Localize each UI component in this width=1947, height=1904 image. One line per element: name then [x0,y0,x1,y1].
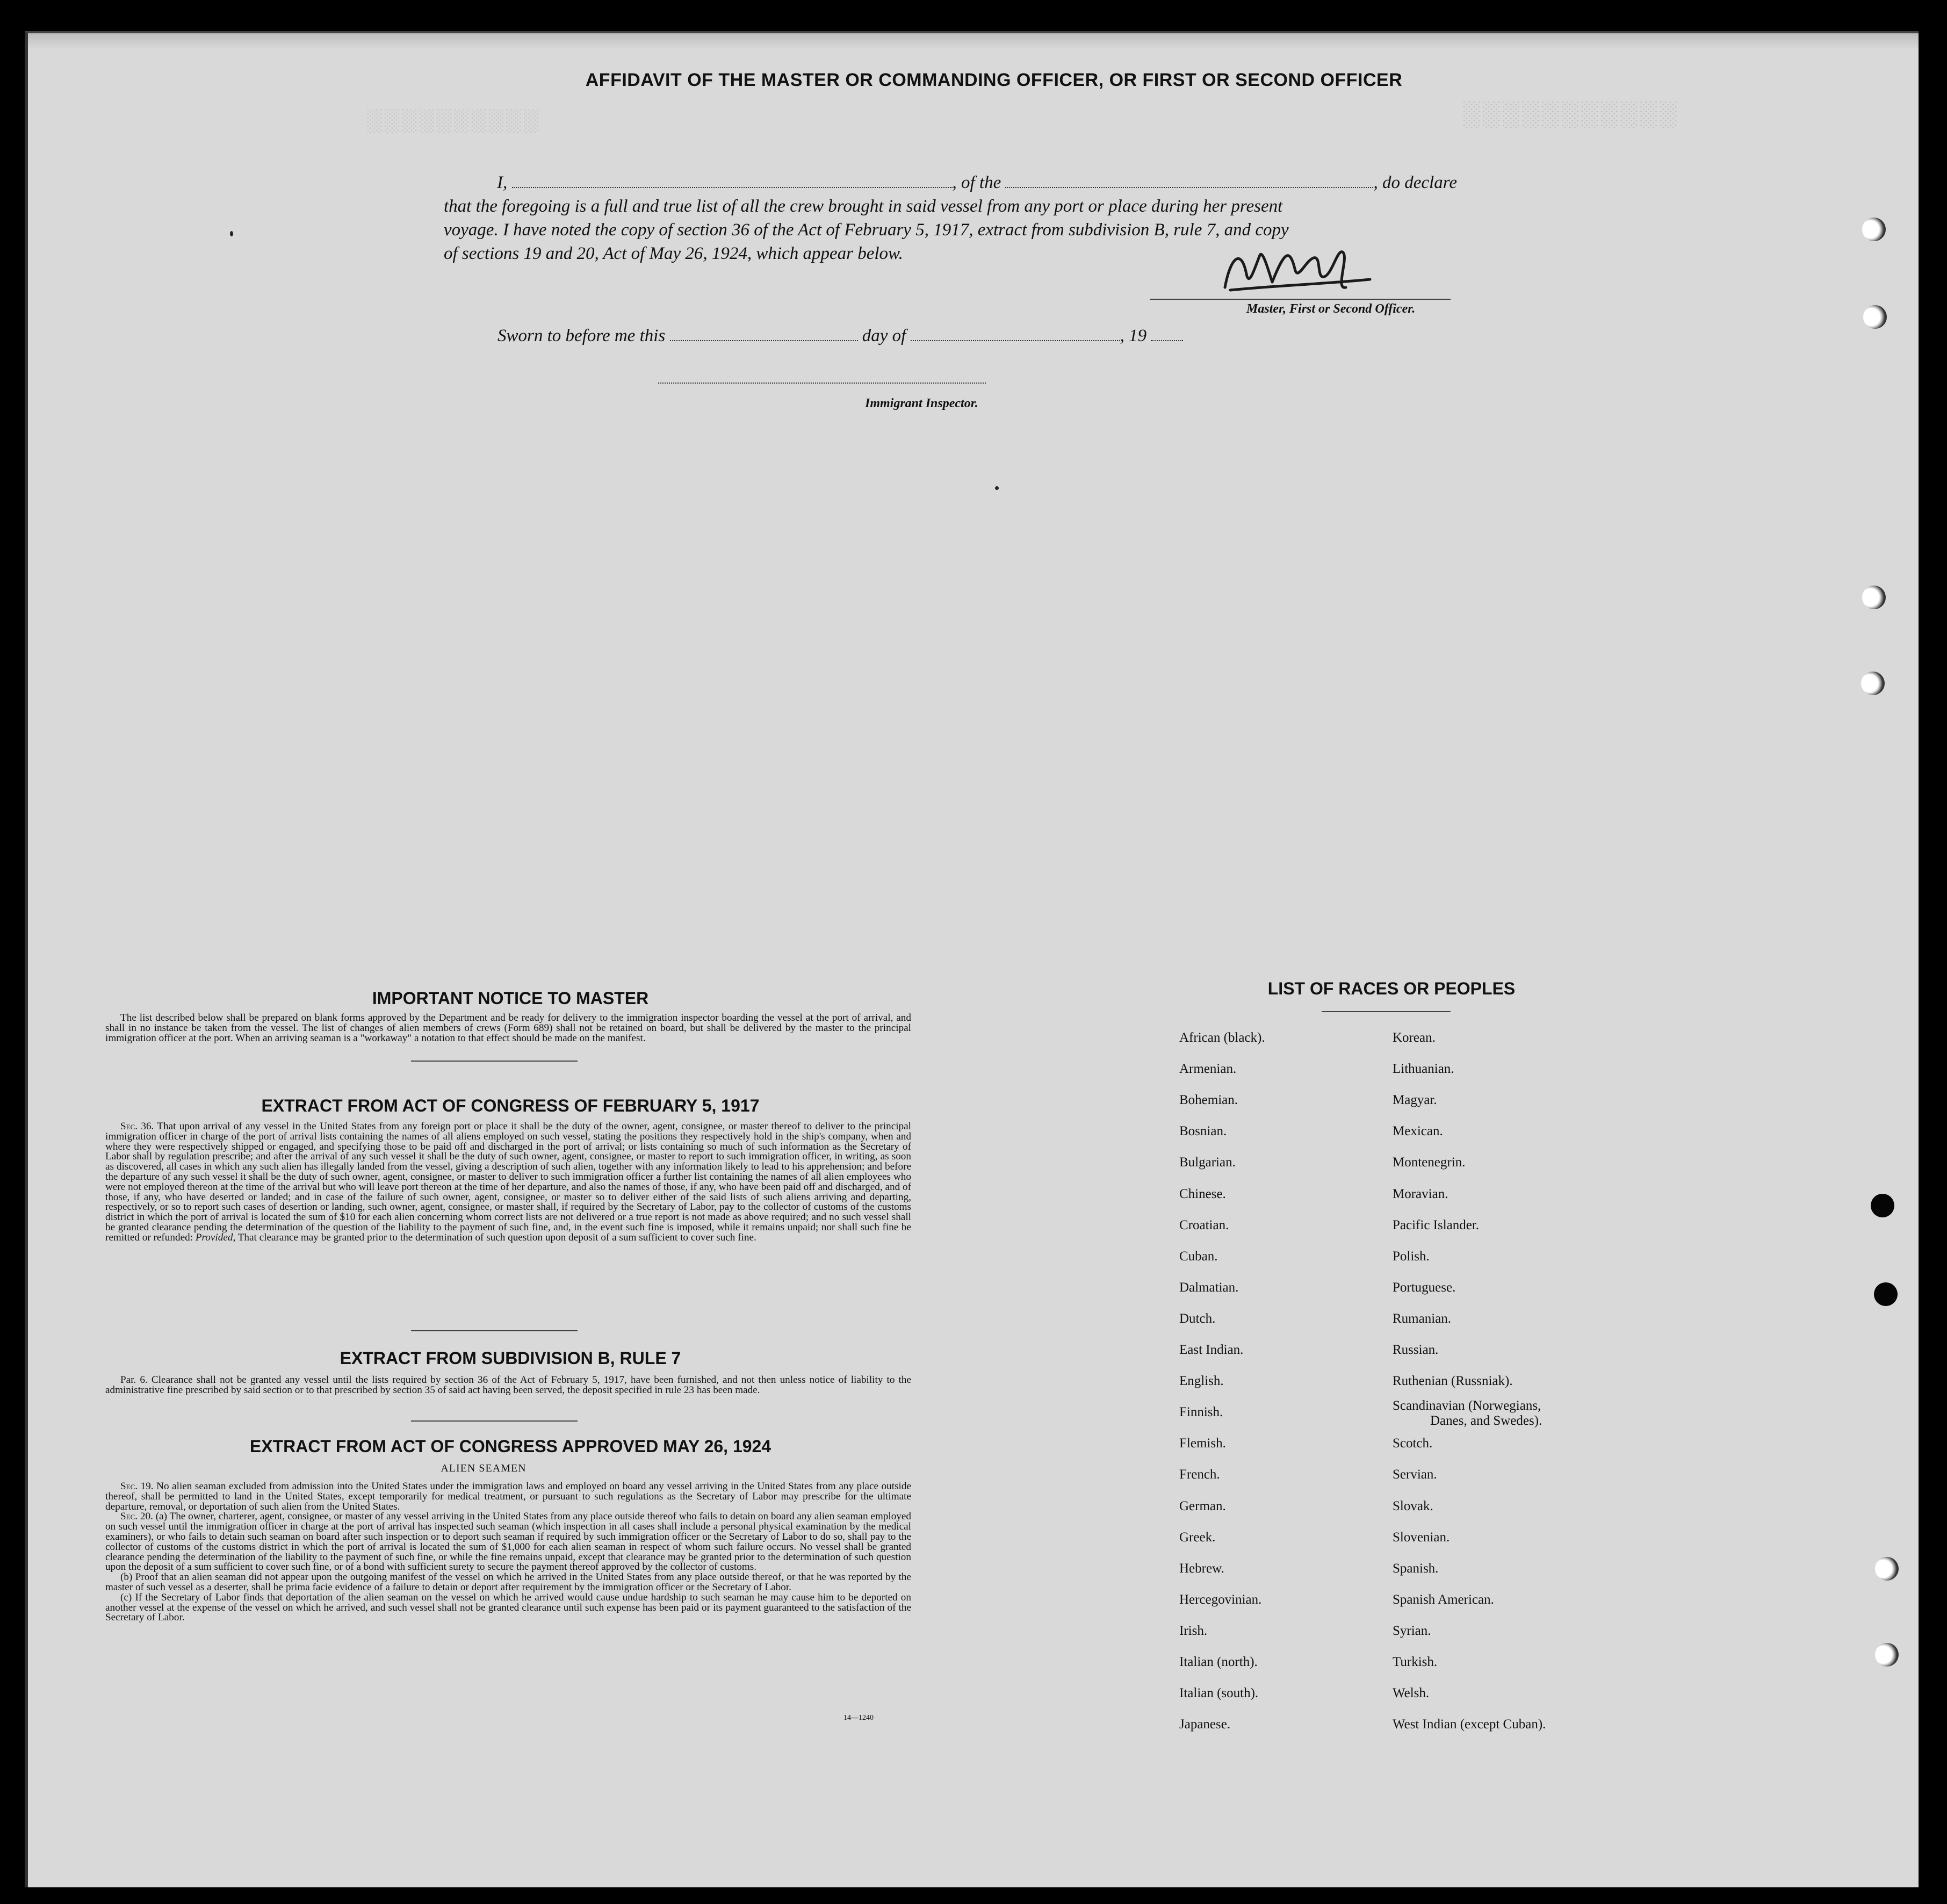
race-item: Slovenian. [1393,1530,1450,1545]
race-item: West Indian (except Cuban). [1393,1717,1546,1732]
notice-title: IMPORTANT NOTICE TO MASTER [372,989,649,1008]
race-item: Greek. [1179,1530,1216,1545]
race-item: Dutch. [1179,1311,1216,1326]
alien-seamen-subtitle: ALIEN SEAMEN [441,1462,527,1474]
sec-36-proviso: That clearance may be granted prior to the determination of such question upon deposit of a sum sufficient to cover such fine. [237,1231,756,1243]
officer-name-blank [512,176,953,188]
race-item: Japanese. [1179,1717,1231,1732]
provided-word: Provided, [195,1231,236,1243]
race-item: Russian. [1393,1343,1439,1357]
page-fold-shadow [28,33,1919,49]
extract-1917-title: EXTRACT FROM ACT OF CONGRESS OF FEBRUARY 5, 1917 [261,1096,760,1115]
extract-rule7-body [105,1375,911,1396]
section-divider [411,1420,578,1422]
signature-caption: Master, First or Second Officer. [1246,302,1416,316]
sec-20a-text: (a) The owner, charterer, agent, consignee, or master of any vessel arriving in the United States from any place outside thereof who fails to detain on board any alien seaman employed on such vessel until the immigration officer in charge at the port of arrival has inspected such seaman (which inspection in all cases shall include a personal physical examination by the medical examiners), or who fails to detain such seaman on board after such inspection or to deport such seaman if required by such immigration officer or the Secretary of Labor to do so, shall pay to the collector of customs of the customs district in which the port of arrival is located the sum of $1,000 for each alien seaman in respect of whom such failure occurs. No vessel shall be granted clearance pending the determination of the liability to the payment of such fine, or while the fine remains unpaid, except that clearance may be granted prior to the determination of such question upon the deposit of a sum sufficient to cover such fine, or of a bond with sufficient surety to secure the payment thereof approved by the collector of customs. [105,1511,912,1573]
inspector-signature-line [658,383,986,384]
race-item: Italian (north). [1179,1655,1258,1669]
race-item: Spanish. [1393,1561,1439,1576]
races-title: LIST OF RACES OR PEOPLES [1267,979,1516,998]
race-item: Armenian. [1179,1062,1237,1077]
race-item: Slovak. [1393,1498,1433,1513]
race-item: Croatian. [1179,1217,1229,1232]
section-divider [411,1061,578,1062]
race-item: Mexican. [1393,1124,1443,1139]
extract-rule7-title: EXTRACT FROM SUBDIVISION B, RULE 7 [340,1348,681,1368]
bleed-through-text: ░░░░░░░░░░░ [1461,100,1678,127]
race-item: Welsh. [1393,1686,1430,1701]
race-item: Servian. [1393,1467,1437,1482]
sworn-day-blank [670,329,858,341]
sworn-year: , 19 [1120,326,1147,345]
sec-36-text: That upon arrival of any vessel in the United States from any foreign port or place it shall be the duty of the owner, agent, consignee, or master thereof to deliver to the principal immigration officer in charge of the port of arrival lists containing the names of all aliens employed on such vessel, stating the positions they respectively hold in the ship's company, when and where they were respectively shipped or engaged, and specifying those to be paid off and discharged in the port of arrival; or lists containing so much of such information as the Secretary of Labor shall by regulation prescribe; and after the arrival of any such vessel it shall be the duty of such owner, agent, consignee, or master to report to such immigration officer, in writing, as soon as discovered, all cases in which any such alien has illegally landed from the vessel, giving a description of such alien, together with any information likely to lead to his apprehension; and before the departure of any such vessel it shall be the duty of such owner, agent, consignee, or master to deliver to such immigration officer a further list containing the names of all alien employees who were not employed thereon at the time of the arrival but who will leave port thereon at the time of her departure, and also the names of those, if any, who have been paid off and discharged, and of those, if any, who have deserted or landed; and in case of the failure of such owner, agent, consignee, or master so to deliver either of the said lists of such aliens arriving and departing, respectively, or so to report such cases of desertion or landing, such owner, agent, consignee, or master shall, if required by the Secretary of Labor, pay to the collector of customs of the customs district in which the port of arrival is located the sum of $10 for each alien concerning whom correct lists are not delivered or a true report is not made as above required; and no such vessel shall be granted clearance pending the determination of the question of the liability to the payment of such fine, and, in the event such fine is imposed, while it remains unpaid; nor shall such fine be remitted or refunded: [105,1121,911,1243]
binder-hole [1875,1557,1899,1581]
sec-20c-text: (c) If the Secretary of Labor finds that deportation of the alien seaman on the vessel on which he arrived would cause undue hardship to such seaman he may cause him to be deported on another vessel at the expense of the vessel on which he arrived, and such vessel shall not be granted clearance until such expense has been paid or its payment guaranteed to the satisfaction of the Secretary of Labor. [105,1591,911,1624]
section-divider [411,1330,578,1331]
race-item: Bulgarian. [1179,1155,1236,1170]
race-item: Irish. [1179,1623,1208,1638]
race-item: Magyar. [1393,1093,1437,1108]
race-item: African (black). [1179,1030,1265,1045]
declaration-i: I, [497,173,508,192]
race-item: Pacific Islander. [1393,1217,1480,1232]
sec-36-label: Sec. 36. [120,1121,154,1132]
race-item: Turkish. [1393,1655,1438,1669]
race-item: Flemish. [1179,1436,1226,1451]
declaration-do-declare: , do declare [1373,173,1457,192]
ink-speck [995,486,999,490]
race-item: Bosnian. [1179,1124,1227,1139]
race-item: Rumanian. [1393,1311,1452,1326]
race-item: Syrian. [1393,1623,1431,1638]
extract-1924-body [105,1482,911,1623]
affidavit-declaration-line [497,173,1457,193]
declaration-of-the: , of the [952,173,1001,192]
notice-body [105,1013,911,1043]
inspector-caption: Immigrant Inspector. [865,396,978,410]
race-item: Chinese. [1179,1186,1226,1201]
race-item: Cuban. [1179,1249,1218,1264]
race-item: Korean. [1393,1030,1436,1045]
form-number: 14—1240 [843,1714,874,1722]
extract-1924-title: EXTRACT FROM ACT OF CONGRESS APPROVED MAY 26, 1924 [249,1437,771,1456]
race-item: Scotch. [1393,1436,1433,1451]
race-item-continuation: Danes, and Swedes). [1430,1413,1542,1429]
race-item: German. [1179,1498,1226,1513]
sworn-year-blank [1151,329,1183,341]
race-item: Hercegovinian. [1179,1592,1262,1607]
vessel-name-blank [1005,176,1373,188]
sworn-line [497,326,1183,346]
race-item: Dalmatian. [1179,1280,1239,1295]
race-item: Spanish American. [1393,1592,1494,1607]
race-item: Moravian. [1393,1186,1448,1201]
race-item: Montenegrin. [1393,1155,1466,1170]
extract-1917-body [105,1122,911,1243]
rule7-paragraph: Par. 6. Clearance shall not be granted any vessel until the lists required by section 36 of the Act of February 5, 1917, have been furnished, and not then unless notice of liability to the administrative fine prescribed by said section or to that prescribed by section 35 of said act having been served, the deposit specified in rule 23 has been made. [105,1374,911,1396]
race-item: French. [1179,1467,1220,1482]
bleed-through-text: ░░░░░░░░░░ [365,108,539,132]
race-item: Polish. [1393,1249,1430,1264]
sworn-day-of: day of [862,326,906,345]
binder-hole [1863,305,1887,329]
affidavit-text-line: that the foregoing is a full and true list of all the crew brought in said vessel from any port or place during her present [444,197,1283,216]
affidavit-text-line: voyage. I have noted the copy of section 36 of the Act of February 5, 1917, extract from subdivision B, rule 7, and copy [444,220,1289,240]
officer-signature [1209,236,1381,306]
sec-19-label: Sec. 19. [120,1481,154,1492]
ink-speck [230,231,233,236]
race-item: Bohemian. [1179,1093,1238,1108]
race-item: Italian (south). [1179,1686,1259,1701]
race-item: Scandinavian (Norwegians, [1393,1398,1541,1413]
race-item: East Indian. [1179,1343,1244,1357]
binder-hole [1862,586,1886,609]
sworn-month-blank [911,329,1120,341]
binder-hole [1861,672,1885,695]
binder-hole [1875,1643,1899,1667]
signature-line [1150,299,1451,300]
race-item: Ruthenian (Russniak). [1393,1374,1513,1389]
race-item: Finnish. [1179,1405,1223,1420]
notice-paragraph: The list described below shall be prepared on blank forms approved by the Department and be ready for delivery to the immigration inspector boarding the vessel at the port of arrival, and shall in no instance be taken from the vessel. The list of changes of alien members of crews (Form 689) shall not be retained on board, but shall be delivered by the master to the principal immigration officer at the port. When an arriving seaman is a "workaway" a notation to that effect should be made on the manifest. [105,1012,911,1044]
sworn-text: Sworn to before me this [497,326,666,345]
race-item: Lithuanian. [1393,1062,1454,1077]
sec-19-text: No alien seaman excluded from admission into the United States under the immigration laws and employed on board any vessel arriving in the United States from any place outside thereof, shall be permitted to land in the United States, except temporarily for medical treatment, or pursuant to such regulations as the Secretary of Labor may prescribe for the ultimate departure, removal, or deportation of such alien from the United States. [105,1481,911,1512]
binder-hole [1874,1282,1898,1306]
sec-20b-text: (b) Proof that an alien seaman did not appear upon the outgoing manifest of the vessel on which he arrived in the United States from any place outside thereof, or that he was reported by the master of such vessel as a deserter, shall be prima facie evidence of a failure to detain or deport after requirement by the immigration officer or the Secretary of Labor. [105,1571,911,1593]
race-item: Hebrew. [1179,1561,1224,1576]
affidavit-title: AFFIDAVIT OF THE MASTER OR COMMANDING OFFICER, OR FIRST OR SECOND OFFICER [585,70,1403,90]
sec-20-label: Sec. 20. [120,1511,153,1523]
race-item: English. [1179,1374,1224,1389]
races-title-underline [1322,1011,1451,1012]
binder-hole [1862,218,1886,241]
binder-hole [1871,1194,1894,1217]
race-item: Portuguese. [1393,1280,1456,1295]
affidavit-text-line: of sections 19 and 20, Act of May 26, 1924, which appear below. [444,244,903,263]
